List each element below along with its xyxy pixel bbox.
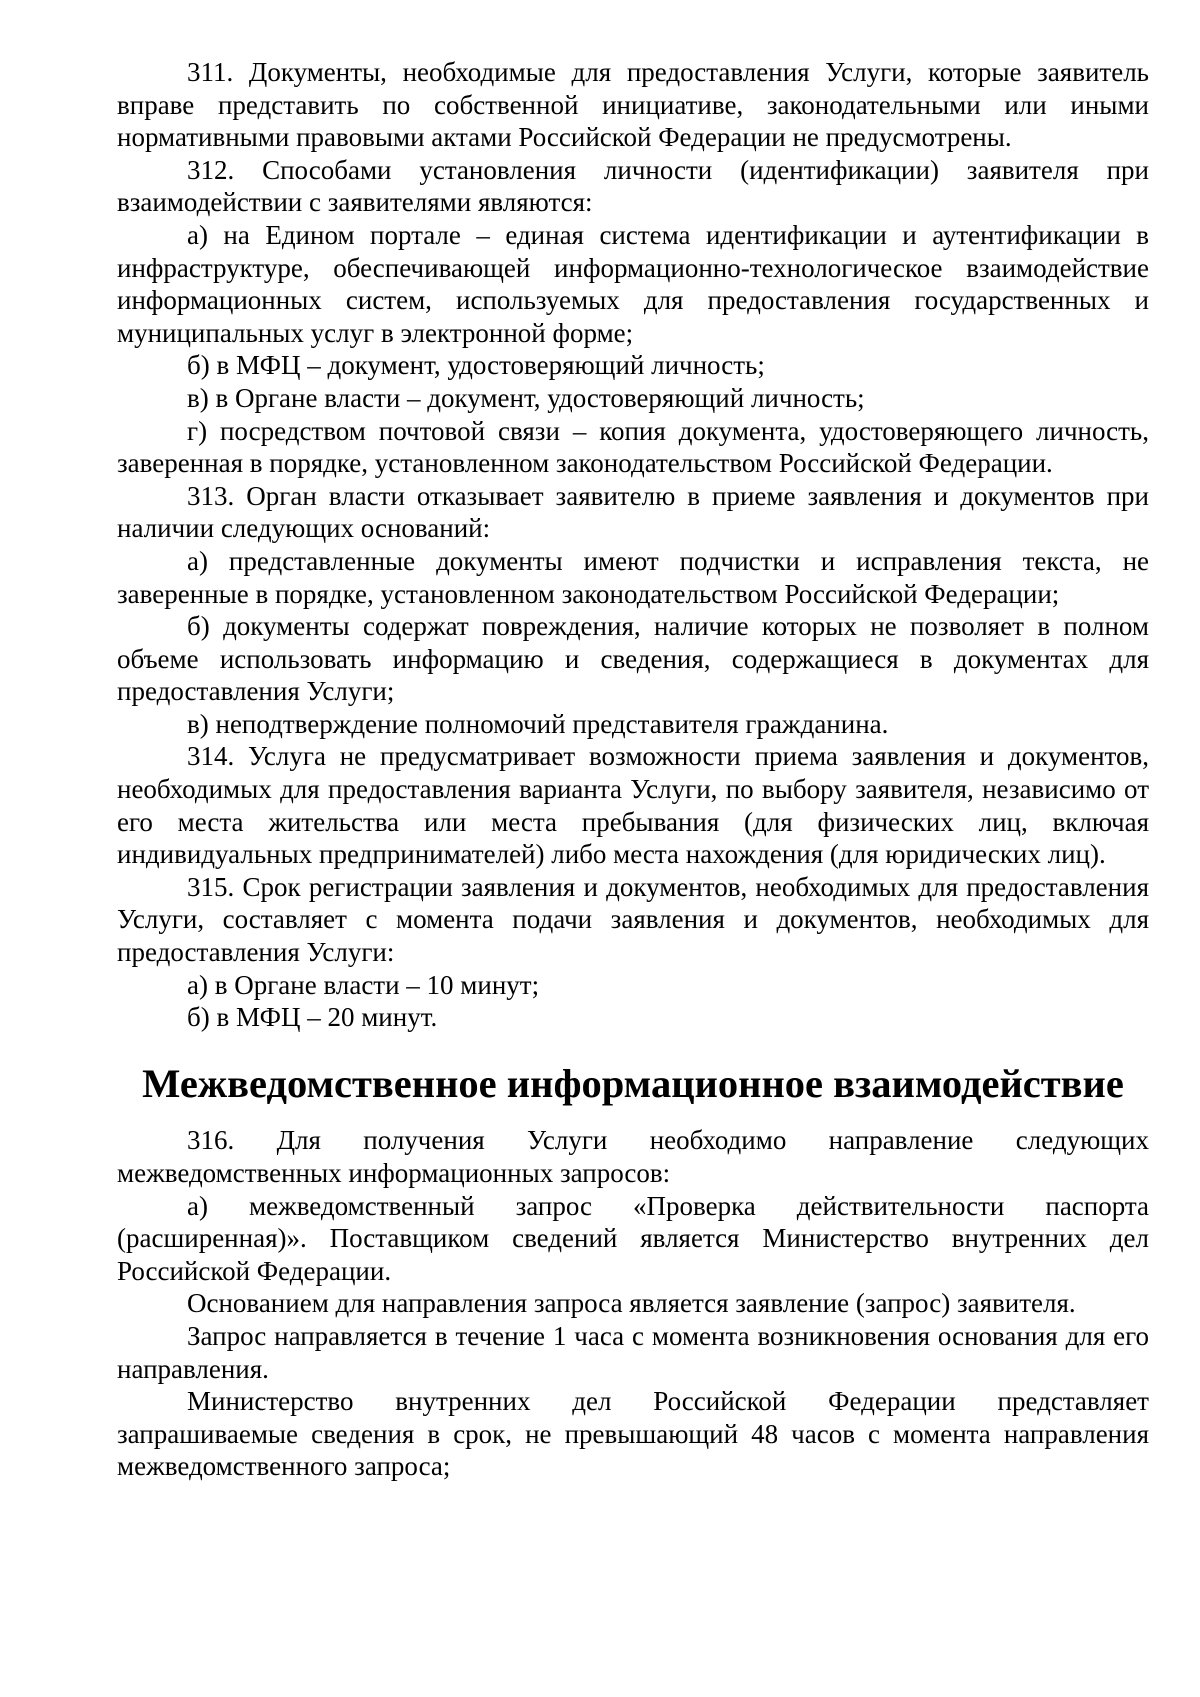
paragraph-311: 311. Документы, необходимые для предоставления Услуги, которые заявитель вправе представить по собственной инициативе, законодательными или иными нормативными правовыми актами Российской Федерации не предусмотрены.: [117, 57, 1149, 153]
paragraph-312-a: а) на Едином портале – единая система идентификации и аутентификации в инфраструктуре, обеспечивающей информационно-технологическое взаимодействие информационных систем, используемых для предоставления государственных и муниципальных услуг в электронной форме;: [117, 219, 1149, 348]
paragraph-request-timing: Запрос направляется в течение 1 часа с момента возникновения основания для его направления.: [117, 1320, 1149, 1384]
paragraph-315-b: б) в МФЦ – 20 минут.: [187, 1002, 438, 1033]
paragraph-312-b: б) в МФЦ – документ, удостоверяющий личность;: [187, 350, 765, 381]
paragraph-312-v: в) в Органе власти – документ, удостоверяющий личность;: [187, 382, 865, 413]
paragraph-313: 313. Орган власти отказывает заявителю в приеме заявления и документов при наличии следующих оснований:: [117, 480, 1149, 544]
paragraph-request-basis: Основанием для направления запроса является заявление (запрос) заявителя.: [187, 1288, 1076, 1319]
paragraph-315: 315. Срок регистрации заявления и документов, необходимых для предоставления Услуги, составляет с момента подачи заявления и документов, необходимых для предоставления Услуги:: [117, 871, 1149, 968]
paragraph-313-v: в) неподтверждение полномочий представителя гражданина.: [187, 708, 889, 739]
paragraph-314: 314. Услуга не предусматривает возможности приема заявления и документов, необходимых для предоставления варианта Услуги, по выбору заявителя, независимо от его места жительства или места пребывания (для физических лиц, включая индивидуальных предпринимателей) либо места нахождения (для юридических лиц).: [117, 741, 1149, 870]
paragraph-313-b: б) документы содержат повреждения, наличие которых не позволяет в полном объеме использовать информацию и сведения, содержащиеся в документах для предоставления Услуги;: [117, 611, 1149, 707]
document-page: [117, 56, 1149, 1483]
paragraph-316: 316. Для получения Услуги необходимо направление следующих межведомственных информационных запросов:: [117, 1125, 1149, 1188]
paragraph-312: 312. Способами установления личности (идентификации) заявителя при взаимодействии с заявителями являются:: [117, 154, 1149, 218]
paragraph-312-g: г) посредством почтовой связи – копия документа, удостоверяющего личность, заверенная в порядке, установленном законодательством Российской Федерации.: [117, 415, 1149, 479]
paragraph-315-a: а) в Органе власти – 10 минут;: [187, 969, 540, 1000]
section-heading: Межведомственное информационное взаимодействие: [142, 1060, 1124, 1106]
paragraph-316-a: а) межведомственный запрос «Проверка действительности паспорта (расширенная)». Поставщиком сведений является Министерство внутренних дел Российской Федерации.: [117, 1190, 1149, 1286]
paragraph-response-timing: Министерство внутренних дел Российской Федерации представляет запрашиваемые сведения в срок, не превышающий 48 часов с момента направления межведомственного запроса;: [117, 1386, 1149, 1482]
paragraph-313-a: а) представленные документы имеют подчистки и исправления текста, не заверенные в порядке, установленном законодательством Российской Федерации;: [117, 545, 1149, 609]
